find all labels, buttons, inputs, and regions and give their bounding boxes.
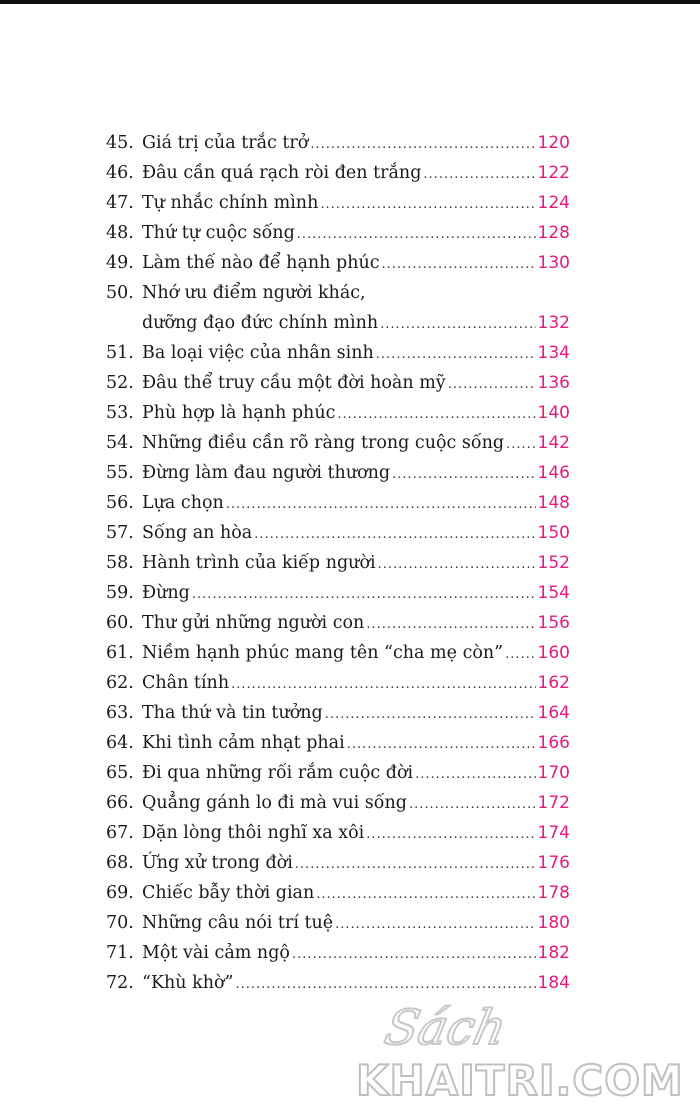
table-of-contents	[106, 128, 570, 998]
toc-entry-page-number: 150	[537, 523, 570, 543]
toc-entry-number: 65.	[106, 763, 134, 783]
toc-entry-number: 48.	[106, 223, 134, 243]
dot-leader	[366, 820, 535, 850]
dot-leader	[231, 670, 535, 700]
toc-entry	[106, 908, 570, 938]
toc-entry-title: Làm thế nào để hạnh phúc	[142, 253, 380, 273]
toc-entry-page-number: 142	[537, 433, 570, 453]
toc-entry-title: Chiếc bẫy thời gian	[142, 883, 315, 903]
toc-entry	[106, 188, 570, 218]
dot-leader	[415, 760, 535, 790]
dot-leader	[335, 910, 535, 940]
toc-entry	[106, 668, 570, 698]
dot-leader	[254, 520, 535, 550]
toc-entry-number: 51.	[106, 343, 134, 363]
dot-leader	[366, 610, 535, 640]
toc-entry-title: Phù hợp là hạnh phúc	[142, 403, 336, 423]
toc-entry-line	[142, 728, 570, 760]
dot-leader	[409, 790, 536, 820]
dot-leader	[337, 400, 535, 430]
toc-entry-number: 57.	[106, 523, 134, 543]
toc-entry-line	[142, 248, 570, 280]
toc-entry-line	[142, 758, 570, 790]
dot-leader	[235, 970, 535, 1000]
toc-entry-number: 66.	[106, 793, 134, 813]
toc-entry-page-number: 170	[537, 763, 570, 783]
dot-leader	[347, 730, 536, 760]
toc-entry	[106, 428, 570, 458]
toc-entry-number: 49.	[106, 253, 134, 273]
toc-entry-page-number: 172	[537, 793, 570, 813]
toc-entry	[106, 128, 570, 158]
toc-entry-number: 67.	[106, 823, 134, 843]
toc-entry-number: 46.	[106, 163, 134, 183]
toc-entry-page-number: 134	[537, 343, 570, 363]
toc-entry-page-number: 166	[537, 733, 570, 753]
toc-entry-line	[142, 488, 570, 520]
toc-entry-line	[142, 338, 570, 370]
toc-entry-number: 53.	[106, 403, 134, 423]
toc-entry-line	[142, 668, 570, 700]
toc-entry-page-number: 154	[537, 583, 570, 603]
toc-entry-page-number: 120	[537, 133, 570, 153]
toc-entry-line	[142, 788, 570, 820]
toc-entry	[106, 878, 570, 908]
toc-entry-page-number: 130	[537, 253, 570, 273]
toc-entry-page-number: 148	[537, 493, 570, 513]
toc-entry	[106, 548, 570, 578]
toc-entry-title: Thư gửi những người con	[142, 613, 365, 633]
toc-entry	[106, 818, 570, 848]
toc-entry-line	[142, 128, 570, 160]
toc-entry-line	[142, 968, 570, 1000]
dot-leader	[448, 370, 536, 400]
toc-entry-page-number: 152	[537, 553, 570, 573]
toc-entry	[106, 638, 570, 668]
dot-leader	[376, 340, 536, 370]
toc-entry-page-number: 132	[537, 313, 570, 333]
toc-entry	[106, 698, 570, 728]
toc-entry-title: Tự nhắc chính mình	[142, 193, 319, 213]
toc-entry-line	[142, 578, 570, 610]
toc-entry-line	[142, 908, 570, 940]
toc-entry	[106, 398, 570, 428]
watermark-logo	[356, 1000, 686, 1110]
toc-entry-title: Quẳng gánh lo đi mà vui sống	[142, 793, 407, 813]
dot-leader	[382, 250, 536, 280]
dot-leader	[192, 580, 536, 610]
toc-entry-number: 56.	[106, 493, 134, 513]
toc-entry	[106, 518, 570, 548]
toc-entry-number: 68.	[106, 853, 134, 873]
toc-entry	[106, 368, 570, 398]
toc-entry-number: 54.	[106, 433, 134, 453]
watermark-site-text: KHAITRI.COM	[356, 1056, 684, 1105]
toc-entry-number: 63.	[106, 703, 134, 723]
toc-entry-line	[142, 518, 570, 550]
toc-entry-line	[142, 938, 570, 970]
toc-entry-line	[142, 188, 570, 220]
toc-entry-title: Ứng xử trong đời	[142, 853, 293, 873]
dot-leader	[380, 310, 535, 340]
toc-entry-line	[142, 638, 570, 670]
toc-entry	[106, 608, 570, 638]
dot-leader	[505, 640, 535, 670]
toc-entry-page-number: 176	[537, 853, 570, 873]
toc-entry-line	[142, 818, 570, 850]
toc-entry	[106, 968, 570, 998]
toc-entry-title: Giá trị của trắc trở	[142, 133, 309, 153]
dot-leader	[423, 160, 535, 190]
toc-entry-number: 52.	[106, 373, 134, 393]
toc-entry-page-number: 140	[537, 403, 570, 423]
dot-leader	[378, 550, 536, 580]
toc-entry-page-number: 182	[537, 943, 570, 963]
toc-entry-page-number: 164	[537, 703, 570, 723]
toc-entry	[106, 338, 570, 368]
toc-entry	[106, 458, 570, 488]
toc-entry-line	[142, 698, 570, 730]
toc-entry-line	[142, 428, 570, 460]
toc-entry-number: 70.	[106, 913, 134, 933]
toc-entry-number: 64.	[106, 733, 134, 753]
toc-entry-line	[142, 848, 570, 880]
toc-entry-page-number: 128	[537, 223, 570, 243]
toc-entry-page-number: 184	[537, 973, 570, 993]
toc-entry-title: Một vài cảm ngộ	[142, 943, 290, 963]
top-border-rule	[0, 0, 700, 4]
dot-leader	[295, 850, 536, 880]
toc-entry-title: Những câu nói trí tuệ	[142, 913, 334, 933]
toc-entry-number: 59.	[106, 583, 134, 603]
toc-entry-number: 62.	[106, 673, 134, 693]
dot-leader	[506, 430, 535, 460]
toc-entry-title: Tha thứ và tin tưởng	[142, 703, 323, 723]
dot-leader	[392, 460, 535, 490]
toc-entry-title: Những điều cần rõ ràng trong cuộc sống	[142, 433, 505, 453]
toc-entry-title: Khi tình cảm nhạt phai	[142, 733, 345, 753]
dot-leader	[325, 700, 536, 730]
toc-entry	[106, 278, 570, 338]
toc-entry-page-number: 136	[537, 373, 570, 393]
toc-entry-page-number: 160	[537, 643, 570, 663]
toc-entry-title: Sống an hòa	[142, 523, 253, 543]
toc-entry-number: 55.	[106, 463, 134, 483]
toc-entry	[106, 788, 570, 818]
toc-entry-number: 69.	[106, 883, 134, 903]
toc-entry-title: Hành trình của kiếp người	[142, 553, 376, 573]
toc-entry-number: 58.	[106, 553, 134, 573]
toc-entry-page-number: 156	[537, 613, 570, 633]
dot-leader	[310, 130, 535, 160]
toc-entry-title: Chân tính	[142, 673, 230, 693]
toc-entry-line	[142, 368, 570, 400]
toc-entry-number: 71.	[106, 943, 134, 963]
toc-entry-title: Đâu thể truy cầu một đời hoàn mỹ	[142, 373, 446, 393]
toc-entry-title: Thứ tự cuộc sống	[142, 223, 295, 243]
toc-entry-page-number: 146	[537, 463, 570, 483]
toc-entry-number: 72.	[106, 973, 134, 993]
toc-entry-line	[142, 548, 570, 580]
toc-entry-page-number: 178	[537, 883, 570, 903]
toc-entry-page-number: 122	[537, 163, 570, 183]
watermark-script-text: Sách	[380, 1000, 512, 1056]
toc-entry	[106, 248, 570, 278]
toc-entry	[106, 158, 570, 188]
toc-entry-title: Đi qua những rối rắm cuộc đời	[142, 763, 414, 783]
toc-entry-line	[142, 218, 570, 250]
toc-entry-title: Ba loại việc của nhân sinh	[142, 343, 374, 363]
toc-entry-title: Đừng làm đau người thương	[142, 463, 391, 483]
toc-entry-page-number: 124	[537, 193, 570, 213]
toc-entry-title: Đừng	[142, 583, 190, 603]
toc-entry	[106, 488, 570, 518]
toc-entry-title: Đâu cần quá rạch ròi đen trắng	[142, 163, 422, 183]
toc-entry-title: dưỡng đạo đức chính mình	[142, 313, 379, 333]
toc-entry-number: 60.	[106, 613, 134, 633]
toc-entry-title-line1: Nhớ ưu điểm người khác,	[142, 283, 366, 303]
toc-entry-line	[142, 308, 570, 340]
toc-entry-line	[142, 608, 570, 640]
toc-entry-page-number: 180	[537, 913, 570, 933]
toc-entry	[106, 848, 570, 878]
toc-entry-number: 45.	[106, 133, 134, 153]
toc-entry-line	[142, 158, 570, 190]
toc-entry-title: Lựa chọn	[142, 493, 224, 513]
toc-entry-number: 61.	[106, 643, 134, 663]
dot-leader	[316, 880, 535, 910]
dot-leader	[292, 940, 536, 970]
toc-entry-title: Dặn lòng thôi nghĩ xa xôi	[142, 823, 365, 843]
toc-entry	[106, 218, 570, 248]
toc-entry-number: 50.	[106, 283, 134, 303]
toc-entry	[106, 578, 570, 608]
toc-entry-number: 47.	[106, 193, 134, 213]
toc-entry-line	[142, 458, 570, 490]
toc-entry-page-number: 162	[537, 673, 570, 693]
dot-leader	[226, 490, 536, 520]
toc-entry	[106, 938, 570, 968]
dot-leader	[297, 220, 536, 250]
toc-entry-title: “Khù khờ”	[142, 973, 234, 993]
toc-entry	[106, 758, 570, 788]
toc-entry-title: Niềm hạnh phúc mang tên “cha mẹ còn”	[142, 643, 504, 663]
toc-entry	[106, 728, 570, 758]
dot-leader	[320, 190, 535, 220]
toc-entry-page-number: 174	[537, 823, 570, 843]
toc-entry-line	[142, 398, 570, 430]
toc-entry-line	[142, 878, 570, 910]
